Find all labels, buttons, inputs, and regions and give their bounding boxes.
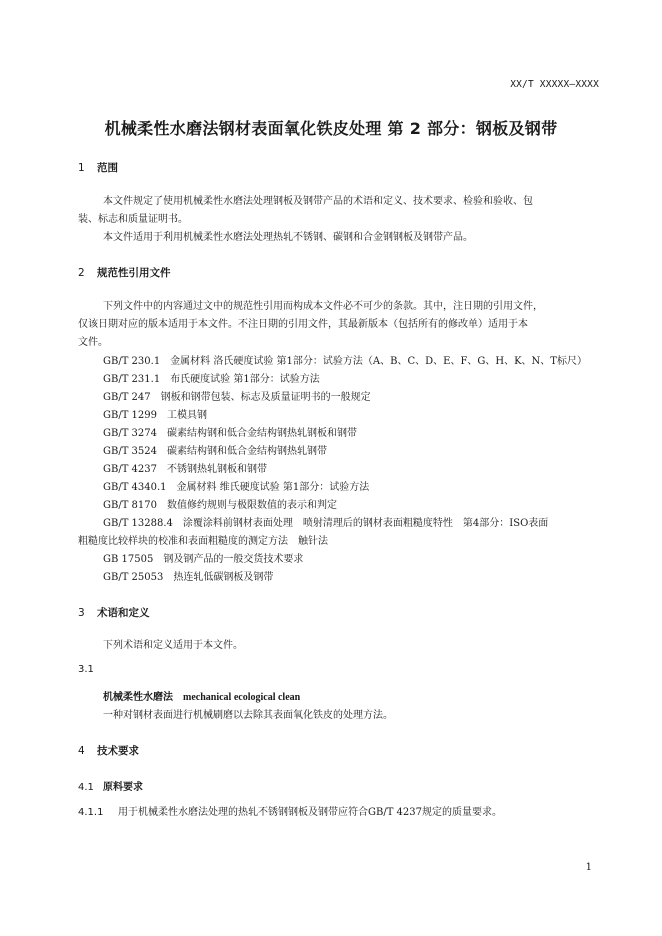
term-english: mechanical ecological clean (183, 692, 301, 703)
reference-item: GB/T 13288.4 涂覆涂料前钢材表面处理 喷射清理后的钢材表面粗糙度特性 第4部分：ISO表面 (103, 518, 549, 529)
clause-text: 用于机械柔性水磨法处理的热轧不锈钢钢板及钢带应符合GB/T 4237规定的质量要求。 (118, 807, 503, 818)
reference-item: GB/T 231.1 布氏硬度试验 第1部分：试验方法 (103, 374, 320, 385)
section-title: 术语和定义 (97, 607, 150, 619)
reference-item: GB/T 1299 工模具钢 (103, 410, 208, 421)
section-title: 规范性引用文件 (97, 267, 171, 279)
section-title: 技术要求 (97, 745, 139, 757)
reference-item: GB/T 3274 碳素结构钢和低合金结构钢热轧钢板和钢带 (103, 428, 358, 439)
section-1-heading (78, 160, 118, 175)
reference-item: GB 17505 钢及钢产品的一般交货技术要求 (103, 554, 304, 565)
reference-item-continuation: 粗糙度比较样块的校准和表面粗糙度的测定方法 触针法 (78, 536, 328, 547)
section-number: 1 (78, 162, 85, 174)
terms-intro: 下列术语和定义适用于本文件。 (103, 640, 243, 651)
reference-item: GB/T 8170 数值修约规则与极限数值的表示和判定 (103, 500, 338, 511)
clause-4-1-1 (78, 804, 502, 822)
references-intro-line-2: 仅该日期对应的版本适用于本文件。不注日期的引用文件，其最新版本（包括所有的修改单）适用于本 (78, 319, 528, 330)
section-number: 3 (78, 607, 85, 619)
reference-item: GB/T 4237 不锈钢热轧钢板和钢带 (103, 464, 268, 475)
section-number: 4 (78, 745, 85, 757)
scope-paragraph-1-line-2: 装、标志和质量证明书。 (78, 214, 188, 225)
reference-item: GB/T 25053 热连轧低碳钢板及钢带 (103, 572, 274, 583)
section-2-heading (78, 265, 171, 280)
clause-number: 4.1.1 (78, 807, 104, 818)
term-chinese: 机械柔性水磨法 (103, 692, 173, 703)
section-4-heading (78, 743, 139, 758)
reference-item: GB/T 247 钢板和钢带包装、标志及质量证明书的一般规定 (103, 392, 371, 403)
reference-item: GB/T 230.1 金属材料 洛氏硬度试验 第1部分：试验方法（A、B、C、D、E、F、G、H、K、N、T标尺） (103, 356, 587, 367)
term-definition: 一种对钢材表面进行机械刷磨以去除其表面氧化铁皮的处理方法。 (103, 710, 393, 721)
section-title: 范围 (97, 162, 118, 174)
term-heading (103, 688, 300, 703)
reference-item: GB/T 3524 碳素结构钢和低合金结构钢热轧钢带 (103, 446, 328, 457)
term-number: 3.1 (78, 664, 94, 675)
document-title: 机械柔性水磨法钢材表面氧化铁皮处理 第 2 部分：钢板及钢带 (104, 119, 558, 138)
section-number: 2 (78, 267, 85, 279)
subsection-number: 4.1 (78, 782, 94, 793)
reference-item: GB/T 4340.1 金属材料 维氏硬度试验 第1部分：试验方法 (103, 482, 370, 493)
references-intro-line-3: 文件。 (78, 337, 108, 348)
scope-paragraph-1-line-1: 本文件规定了使用机械柔性水磨法处理钢板及钢带产品的术语和定义、技术要求、检验和验收、包 (103, 196, 533, 207)
subsection-4-1-heading (78, 778, 143, 793)
references-intro-line-1: 下列文件中的内容通过文中的规范性引用而构成本文件必不可少的条款。其中，注日期的引用文件， (103, 301, 543, 312)
subsection-title: 原料要求 (103, 782, 143, 793)
standard-code: XX/T XXXXX—XXXX (510, 79, 599, 90)
page-number: 1 (585, 862, 592, 873)
section-3-heading (78, 605, 150, 620)
scope-paragraph-2: 本文件适用于利用机械柔性水磨法处理热轧不锈钢、碳钢和合金钢钢板及钢带产品。 (103, 232, 473, 243)
